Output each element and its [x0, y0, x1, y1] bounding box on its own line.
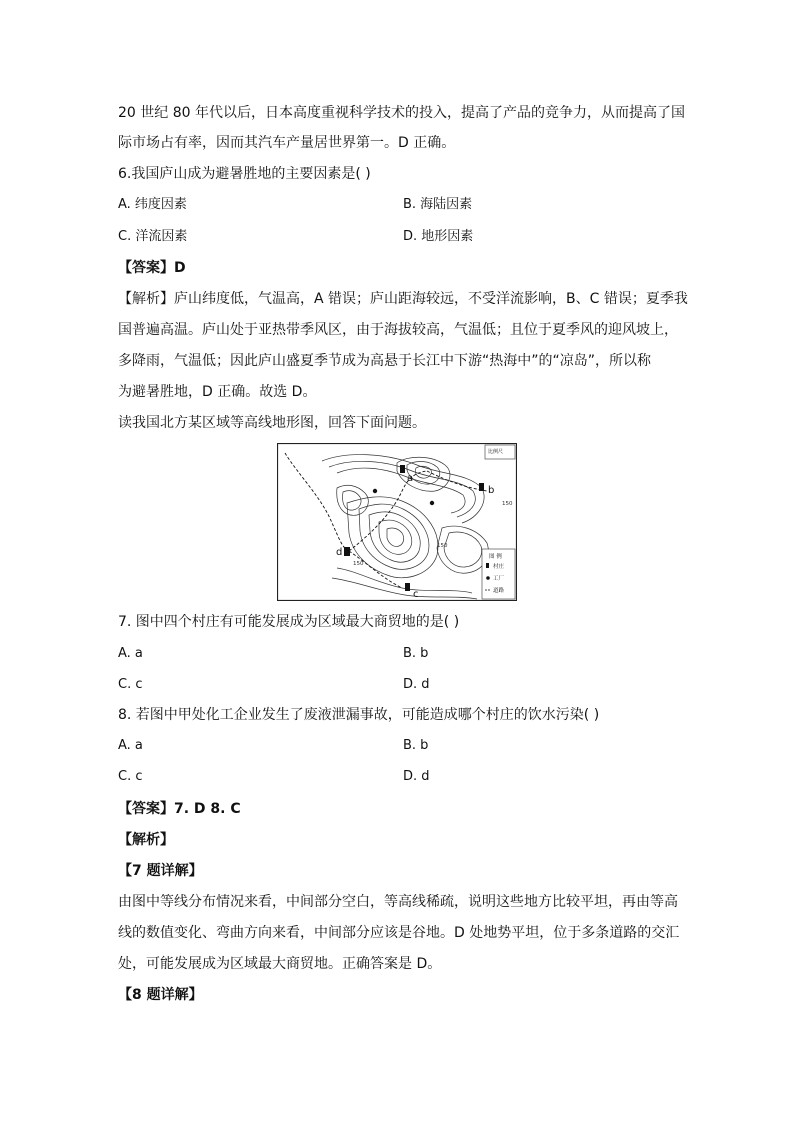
q7-option-c: C. c — [118, 677, 143, 692]
q6-analysis-line-1: 【解析】庐山纬度低，气温高，A 错误；庐山距海较远，不受洋流影响，B、C 错误；夏季我 — [118, 291, 688, 307]
q5-analysis-line-1: 20 世纪 80 年代以后，日本高度重视科学技术的投入，提高了产品的竞争力，从而提高了国 — [118, 105, 685, 121]
q8-stem: 8. 若图中甲处化工企业发生了废液泄漏事故，可能造成哪个村庄的饮水污染( ) — [118, 707, 600, 723]
q7-option-d: D. d — [403, 677, 430, 692]
contour-map-figure — [277, 443, 517, 601]
q6-option-c: C. 洋流因素 — [118, 229, 188, 244]
q7-stem: 7. 图中四个村庄有可能发展成为区域最大商贸地的是( ) — [118, 614, 460, 630]
q6-answer: 【答案】D — [118, 260, 186, 276]
q7-option-a: A. a — [118, 646, 143, 661]
legend-factory: 工厂 — [493, 576, 505, 582]
q8-option-b: B. b — [403, 738, 429, 753]
q7-detail-line-2: 线的数值变化、弯曲方向来看，中间部分应该是谷地。D 处地势平坦，位于多条道路的交汇 — [118, 925, 680, 941]
q8-detail-label: 【8 题详解】 — [118, 987, 203, 1003]
q6-option-d: D. 地形因素 — [403, 229, 474, 244]
q6-analysis-line-2: 国普遍高温。庐山处于亚热带季风区，由于海拔较高，气温低；且位于夏季风的迎风坡上， — [118, 322, 678, 338]
legend-village: 村庄 — [493, 564, 505, 570]
q5-analysis-line-2: 际市场占有率，因而其汽车产量居世界第一。D 正确。 — [118, 135, 456, 151]
q7-detail-line-1: 由图中等线分布情况来看，中间部分空白，等高线稀疏，说明这些地方比较平坦，再由等高 — [118, 894, 678, 910]
contour-label-150-1: 150 — [502, 501, 513, 507]
q6-option-b: B. 海陆因素 — [403, 197, 473, 212]
q6-option-a: A. 纬度因素 — [118, 197, 187, 212]
village-d-label: d — [336, 547, 343, 558]
legend-title: 图 例 — [489, 554, 502, 560]
q7-detail-label: 【7 题详解】 — [118, 863, 203, 879]
passage-intro: 读我国北方某区域等高线地形图，回答下面问题。 — [118, 415, 426, 431]
village-c-label: c — [413, 589, 419, 600]
q6-analysis-line-3: 多降雨，气温低；因此庐山盛夏季节成为高悬于长江中下游“热海中”的“凉岛”，所以称 — [118, 353, 652, 369]
village-a-label: a — [407, 473, 414, 484]
legend-road: 道路 — [493, 588, 505, 594]
q7-option-b: B. b — [403, 646, 429, 661]
scale-label: 比例尺 — [488, 449, 504, 455]
contour-label-150-2: 150 — [353, 561, 364, 567]
answers-7-8: 【答案】7. D 8. C — [118, 801, 241, 817]
village-b-label: b — [488, 485, 495, 496]
q8-option-d: D. d — [403, 769, 430, 784]
q6-stem: 6.我国庐山成为避暑胜地的主要因素是( ) — [118, 166, 371, 182]
q6-analysis-line-4: 为避暑胜地，D 正确。故选 D。 — [118, 384, 317, 400]
scale-box — [485, 445, 515, 459]
map-legend — [482, 549, 515, 599]
q8-option-c: C. c — [118, 769, 143, 784]
contour-label-150-3: 150 — [437, 543, 448, 549]
q7-detail-line-3: 处，可能发展成为区域最大商贸地。正确答案是 D。 — [118, 956, 442, 972]
analysis-label: 【解析】 — [118, 832, 174, 848]
q8-option-a: A. a — [118, 738, 143, 753]
